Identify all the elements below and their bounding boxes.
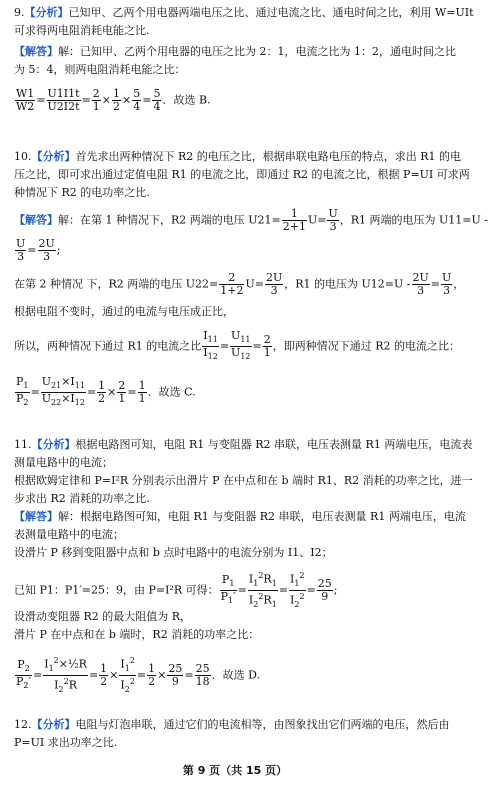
q9-answer-text1: 解：已知甲、乙两个用电器的电压之比为 2：1，电流之比为 1：2，通电时间之比 [58, 45, 456, 58]
page-footer: 第 9 页（共 15 页） [182, 764, 288, 777]
q10-case2: 在第 2 种情况 下，R2 两端的电压 U22= $\frac{2}{1+2}$ U= $\frac{2U}{3}$ ，R1 的电压为 U12=U - $\frac{2U}{3}$ = $\frac{U}{3}$ ， [14, 271, 465, 297]
q12-analysis-text2: P=UI 求出功率之比. [14, 736, 118, 749]
analysis-tag: 【分析】 [31, 150, 76, 163]
q9-number: 9. [14, 6, 25, 19]
q12-number: 12. [14, 718, 32, 731]
q11-analysis-text3: 根据欧姆定律和 P=I²R 分别表示出滑片 P 在中点和在 b 端时 R1、R2 消耗的功率之比，进一 [14, 474, 473, 487]
q9-conclusion: ．故选 B. [162, 93, 211, 107]
q9-w-ratio: $\frac{W1}{W2}$ [16, 87, 35, 113]
analysis-tag: 【分析】 [24, 6, 69, 19]
q9-fraction-3: $\frac{5}{4}$ [133, 87, 141, 113]
q11-analysis-text2: 测量电路中的电流； [14, 456, 113, 469]
analysis-tag: 【分析】 [31, 438, 76, 451]
q10-frac-u-over-3: $\frac{U}{3}$ [328, 207, 338, 233]
q11-analysis-line1: 11.【分析】根据电路图可知，电阻 R1 与变阻器 R2 串联，电压表测量 R1 两端电压，电流表 [14, 438, 473, 451]
q10-answer-line1: 【解答】解：在第 1 种情况下，R2 两端的电压 U21= $\frac{1}{2+1}$ U= $\frac{U}{3}$ ，R1 两端的电压为 U11=U - [14, 207, 488, 233]
q11-power-equation: $\frac{P_2}{P_2'}$ = $\frac{I_1^2\times\frac{1}{2}R}{I_2^2R}$ = $\frac{1}{2}$ × $\frac{I_1^2}{I_2^2}$ = $\frac{1}{2}$ × $\frac{25}{9}$ = $\frac{25}{18}$ ．故选 D. [16, 656, 260, 694]
q11-answer-text3: 设滑片 P 移到变阻器中点和 b 点时电路中的电流分别为 I1、I2； [14, 546, 333, 559]
q10-resistance-note: 根据电阻不变时，通过的电流与电压成正比， [14, 305, 234, 318]
q9-analysis-line1 [14, 4, 474, 22]
q9-uit-ratio: $\frac{U1I1t}{U2I2t}$ [47, 87, 80, 113]
q9-answer-text2: 为 5：4，则两电阻消耗电能之比： [14, 63, 186, 76]
q11-answer-line1: 【解答】解：根据电路图可知，电阻 R1 与变阻器 R2 串联，电压表测量 R1 两端电压，电流 [14, 510, 466, 523]
q9-fraction-4: $\frac{5}{4}$ [153, 87, 161, 113]
q10-analysis-text1: 首先求出两种情况下 R2 的电压之比，根据串联电路电压的特点，求出 R1 的电 [75, 150, 462, 163]
answer-tag: 【解答】 [14, 213, 58, 227]
q11-conclusion: ．故选 D. [211, 668, 260, 682]
q11-set-r: 设滑动变阻器 R2 的最大阻值为 R， [14, 610, 192, 623]
q10-current-ratio: 所以，两种情况下通过 R1 的电流之比 $\frac{I_{11}}{I_{12}}$ = $\frac{U_{11}}{U_{12}}$ = $\frac{2}{1}$ ，即两种情况下通过 R2 的电流之比： [14, 329, 461, 362]
answer-tag: 【解答】 [14, 510, 58, 523]
q11-slide-note: 滑片 P 在中点和在 b 端时，R2 消耗的功率之比： [14, 628, 260, 641]
q9-fraction-1: $\frac{2}{1}$ [92, 87, 100, 113]
q9-equation: $\frac{W1}{W2}$ = $\frac{U1I1t}{U2I2t}$ = $\frac{2}{1}$ × $\frac{1}{2}$ × $\frac{5}{4}$ = $\frac{5}{4}$ ．故选 B. [16, 87, 211, 113]
q11-number: 11. [14, 438, 32, 451]
q10-frac-1-over-3: $\frac{1}{2+1}$ [282, 207, 306, 233]
q10-analysis-line1 [14, 148, 460, 166]
q10-power-equation: $\frac{P_1}{P_2}$ = $\frac{U_{21}\times I_{11}}{U_{22}\times I_{12}}$ = $\frac{1}{2}$ × $\frac{2}{1}$ = $\frac{1}{1}$ ．故选 C. [16, 375, 196, 408]
q10-number: 10. [14, 150, 32, 163]
analysis-tag: 【分析】 [31, 718, 76, 731]
q9-analysis-text1: 已知甲、乙两个用电器两端电压之比、通过电流之比、通电时间之比，利用 W=UIt [68, 6, 474, 19]
answer-tag: 【解答】 [14, 45, 58, 58]
q11-known-ratio: 已知 P1：P1′=25：9，由 P=I²R 可得： $\frac{P_1}{P_1'}$ = $\frac{I_1^2R_1}{I_2^2R_1}$ = $\frac{I_1^2}{I_2^2}$ = $\frac{25}{9}$ ; [14, 571, 338, 609]
q9-fraction-2: $\frac{1}{2}$ [113, 87, 121, 113]
q9-analysis-text2: 可求得两电阻消耗电能之比. [14, 24, 150, 37]
q10-analysis-text3: 种情况下 R2 的电功率之比. [14, 186, 150, 199]
q9-answer-line1 [14, 43, 460, 61]
q12-analysis-line1: 12.【分析】电阻与灯泡串联，通过它们的电流相等，由图象找出它们两端的电压，然后由 [14, 718, 450, 731]
q11-analysis-text4: 步求出 R2 消耗的功率之比. [14, 492, 150, 505]
q11-answer-text2: 表测量电路中的电流； [14, 528, 124, 541]
q10-u11-result: $\frac{U}{3}$ = $\frac{2U}{3}$ ; [16, 237, 61, 263]
q10-analysis-text2: 压之比，即可求出通过定值电阻 R1 的电流之比，即通过 R2 的电流之比，根据 P=UI 可求两 [14, 168, 470, 181]
q10-conclusion: ．故选 C. [147, 385, 196, 399]
